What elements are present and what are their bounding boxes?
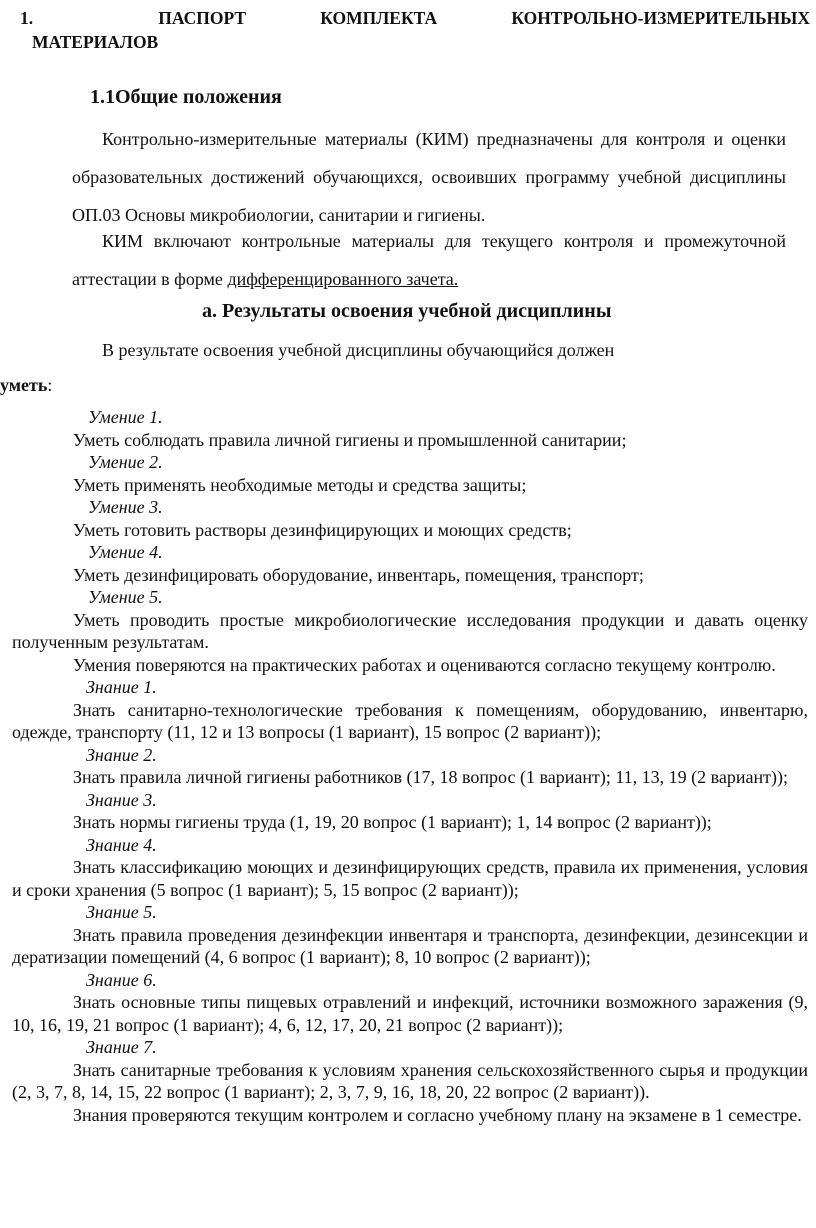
knowledge-label: Знание 4. [86,834,157,855]
umet-word: уметь [0,375,48,395]
skill-text: Уметь дезинфицировать оборудование, инвентарь, помещения, транспорт; [73,564,644,585]
section-results-title: a. Результаты освоения учебной дисциплины [202,300,612,322]
skill-label: Умение 1. [88,407,163,427]
skill-text: Уметь применять необходимые методы и средства защиты; [73,474,527,495]
intro-paragraph-2 [72,222,786,298]
results-intro: В результате освоения учебной дисциплины обучающийся должен [102,340,615,360]
intro-paragraph-1: Контрольно-измерительные материалы (КИМ) предназначены для контроля и оценки образовательных достижений обучающихся, освоивших программу учебной дисциплины ОП.03 Основы микробиологии, санитарии и гигиены. [72,129,786,225]
knowledge-text: Знать основные типы пищевых отравлений и инфекций, источники возможного заражения (9, 10, 16, 19, 21 вопрос (1 вариант); 4, 6, 12, 17, 20, 21 вопрос (2 вариант)); [12,992,808,1035]
skill-label: Умение 4. [88,542,163,562]
umet-label [0,375,52,396]
skill-text: Уметь готовить растворы дезинфицирующих и моющих средств; [73,519,572,540]
competency-list [12,406,808,1126]
knowledge-label: Знание 3. [86,789,157,810]
heading-number: 1. [20,8,34,28]
heading-word-materials: МАТЕРИАЛОВ [32,32,159,52]
umet-colon: : [47,375,53,395]
knowledge-text: Знать санитарные требования к условиям хранения сельскохозяйственного сырья и продукции (2, 3, 7, 8, 14, 15, 22 вопрос (1 вариант); 2, 3, 7, 9, 16, 18, 20, 22 вопрос (2 вариант)). [12,1059,808,1102]
knowledge-label: Знание 6. [86,969,157,990]
knowledge-label: Знание 5. [86,902,157,922]
skills-note: Умения поверяются на практических работах и оцениваются согласно текущему контролю. [73,654,776,675]
skill-text: Уметь соблюдать правила личной гигиены и промышленной санитарии; [73,429,627,450]
passport-heading [20,6,810,54]
knowledge-text: Знать классификацию моющих и дезинфицирующих средств, правила их применения, условия и сроки хранения (5 вопрос (1 вариант); 5, 15 вопрос (2 вариант)); [12,857,808,900]
knowledge-text: Знать нормы гигиены труда (1, 19, 20 вопрос (1 вариант); 1, 14 вопрос (2 вариант)); [73,812,712,832]
skill-label: Умение 3. [88,497,163,517]
knowledge-label: Знание 2. [86,744,157,765]
differentiated-credit-text: дифференцированного зачета. [227,269,459,289]
knowledge-text: Знать правила проведения дезинфекции инвентаря и транспорта, дезинфекции, дезинсекции и дератизации помещений (4, 6 вопрос (1 вариант); 8, 10 вопрос (2 вариант)); [12,924,808,967]
section-general-title: 1.1Общие положения [90,86,282,108]
knowledge-note: Знания проверяются текущим контролем и согласно учебному плану на экзамене в 1 семестре. [73,1104,802,1125]
heading-word-passport: ПАСПОРТ [158,8,247,28]
heading-word-set: КОМПЛЕКТА [320,8,438,28]
heading-word-control: КОНТРОЛЬНО-ИЗМЕРИТЕЛЬНЫХ [511,8,810,28]
knowledge-label: Знание 7. [86,1037,157,1057]
skill-label: Умение 2. [88,452,163,472]
knowledge-text: Знать санитарно-технологические требования к помещениям, оборудованию, инвентарю, одежде, транспорту (11, 12 и 13 вопросы (1 вариант), 15 вопрос (2 вариант)); [12,699,808,742]
intro-paragraph-2-text: КИМ включают контрольные материалы для текущего контроля и промежуточной аттестации в форме [72,231,786,289]
knowledge-label: Знание 1. [86,677,157,697]
skill-text: Уметь проводить простые микробиологические исследования продукции и давать оценку полученным результатам. [12,609,808,652]
knowledge-text: Знать правила личной гигиены работников (17, 18 вопрос (1 вариант); 11, 13, 19 (2 вариант)); [73,767,789,787]
skill-label: Умение 5. [88,587,163,607]
